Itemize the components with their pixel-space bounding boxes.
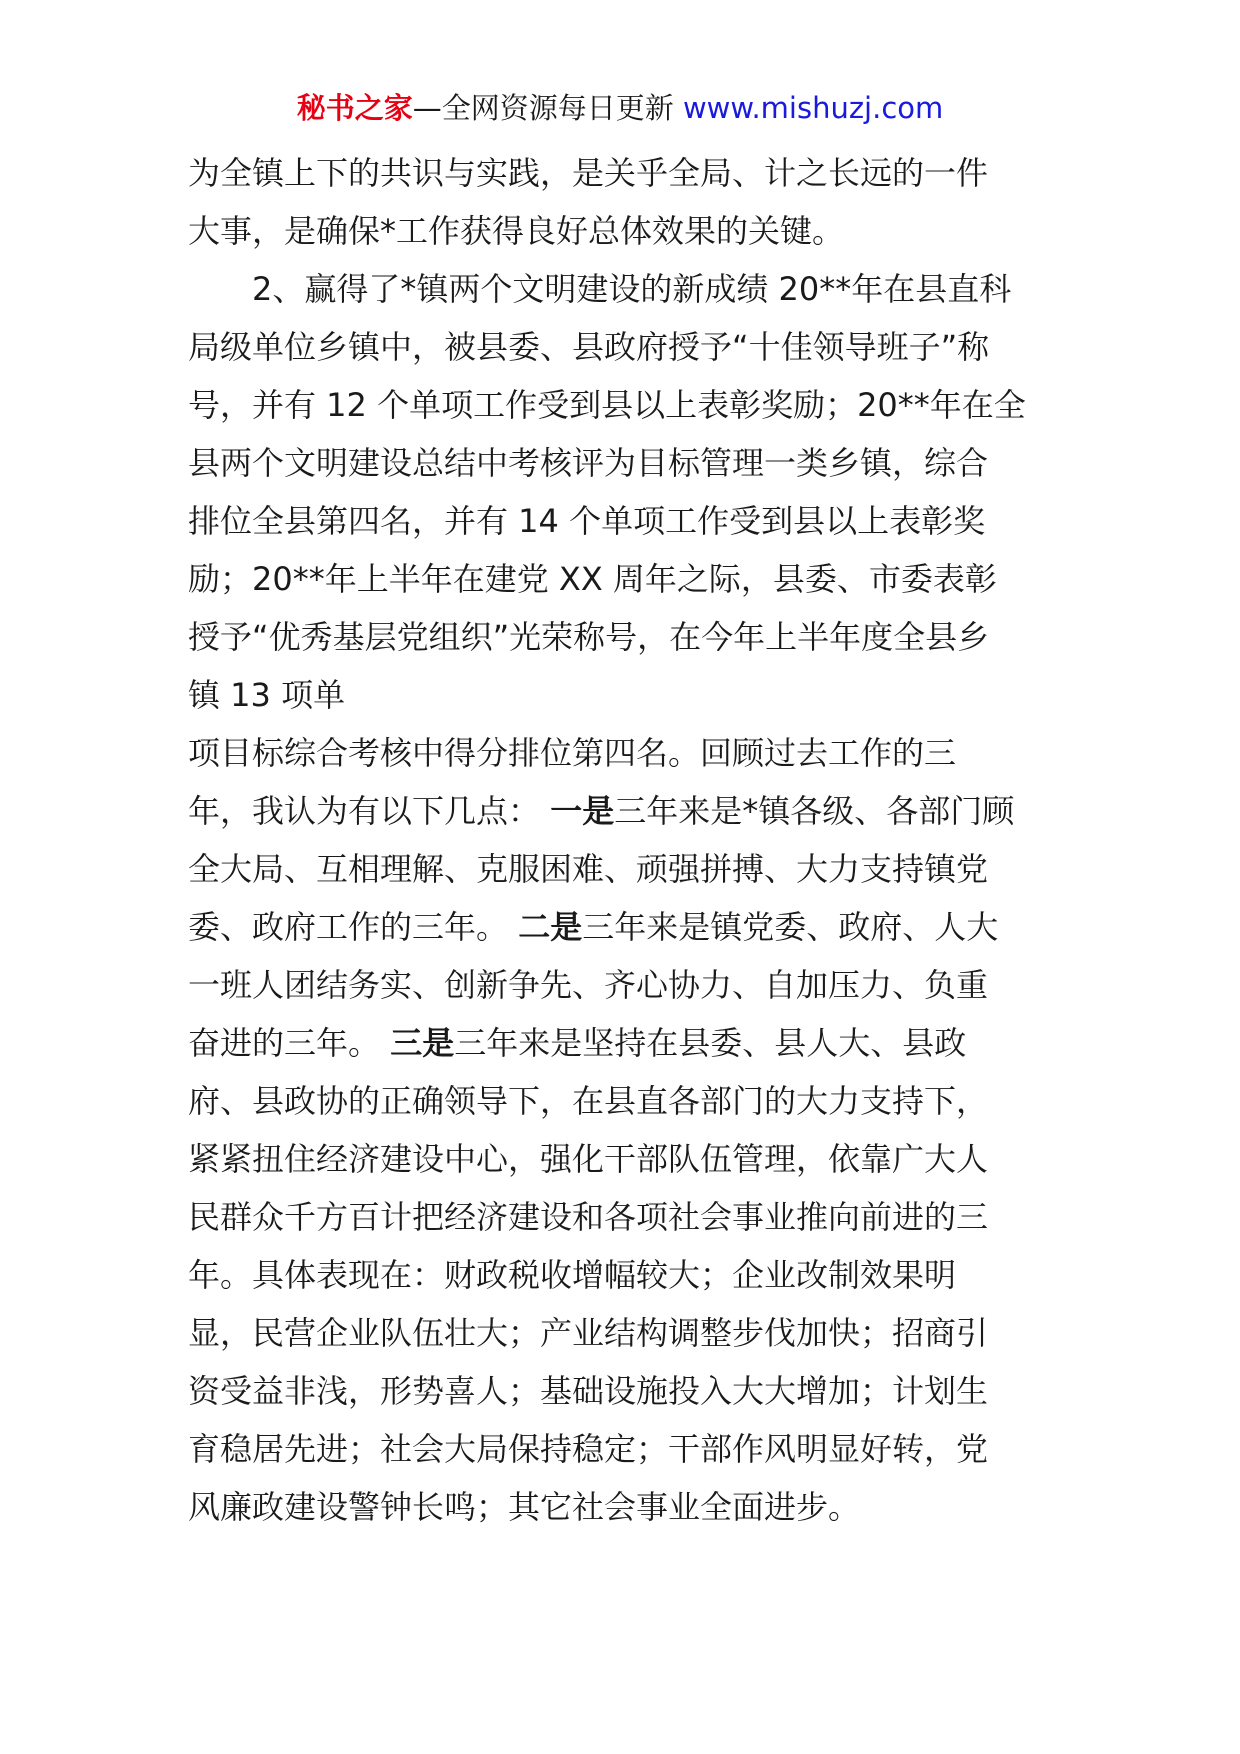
text-line-21: 显，民营企业队伍壮大；产业结构调整步伐加快；招商引 (188, 1314, 989, 1352)
text-line-2: 大事，是确保*工作获得良好总体效果的关键。 (188, 212, 845, 250)
emphasis-first: 一是 (550, 792, 615, 830)
site-brand: 秘书之家 (296, 91, 413, 125)
text-line-13: 全大局、互相理解、克服困难、顽强拼搏、大力支持镇党 (188, 850, 989, 888)
text-line-24: 风廉政建设警钟长鸣；其它社会事业全面进步。 (188, 1488, 861, 1526)
text-line-12 (188, 782, 1078, 840)
text-line-9: 授予“优秀基层党组织”光荣称号，在今年上半年度全县乡 (188, 618, 990, 656)
text-line-23: 育稳居先进；社会大局保持稳定；干部作风明显好转，党 (188, 1430, 989, 1468)
emphasis-second: 二是 (518, 908, 583, 946)
text-line-4: 局级单位乡镇中，被县委、县政府授予“十佳领导班子”称 (188, 328, 990, 366)
text-line-19: 民群众千方百计把经济建设和各项社会事业推向前进的三 (188, 1198, 989, 1236)
page-header (0, 88, 1240, 128)
text-line-14 (188, 898, 1078, 956)
text-run: 委、政府工作的三年。 (188, 908, 519, 946)
text-run: 奋进的三年。 (188, 1024, 391, 1062)
text-line-22: 资受益非浅，形势喜人；基础设施投入大大增加；计划生 (188, 1372, 989, 1410)
text-line-3: 2、赢得了*镇两个文明建设的新成绩 20**年在县直科 (252, 270, 1012, 308)
text-line-6: 县两个文明建设总结中考核评为目标管理一类乡镇，综合 (188, 444, 989, 482)
text-line-15: 一班人团结务实、创新争先、齐心协力、自加压力、负重 (188, 966, 989, 1004)
text-run: 三年来是镇党委、政府、人大 (582, 908, 999, 946)
text-line-8: 励；20**年上半年在建党 XX 周年之际，县委、市委表彰 (188, 560, 997, 598)
text-run: 三年来是*镇各级、各部门顾 (614, 792, 1015, 830)
site-url-link[interactable]: www.mishuzj.com (682, 91, 944, 125)
text-line-17: 府、县政协的正确领导下，在县直各部门的大力支持下， (188, 1082, 989, 1120)
text-line-20: 年。具体表现在：财政税收增幅较大；企业改制效果明 (188, 1256, 957, 1294)
text-line-11: 项目标综合考核中得分排位第四名。回顾过去工作的三 (188, 734, 957, 772)
text-line-7: 排位全县第四名，并有 14 个单项工作受到县以上表彰奖 (188, 502, 986, 540)
site-tagline: —全网资源每日更新 (412, 91, 674, 125)
text-line-16 (188, 1014, 1078, 1072)
text-line-1: 为全镇上下的共识与实践，是关乎全局、计之长远的一件 (188, 154, 989, 192)
text-run: 三年来是坚持在县委、县人大、县政 (454, 1024, 967, 1062)
text-line-18: 紧紧扭住经济建设中心，强化干部队伍管理，依靠广大人 (188, 1140, 989, 1178)
document-body (188, 144, 1078, 1536)
text-line-5: 号，并有 12 个单项工作受到县以上表彰奖励；20**年在全 (188, 386, 1026, 424)
text-run: 年，我认为有以下几点： (188, 792, 551, 830)
emphasis-third: 三是 (390, 1024, 455, 1062)
text-line-10: 镇 13 项单 (188, 676, 346, 714)
